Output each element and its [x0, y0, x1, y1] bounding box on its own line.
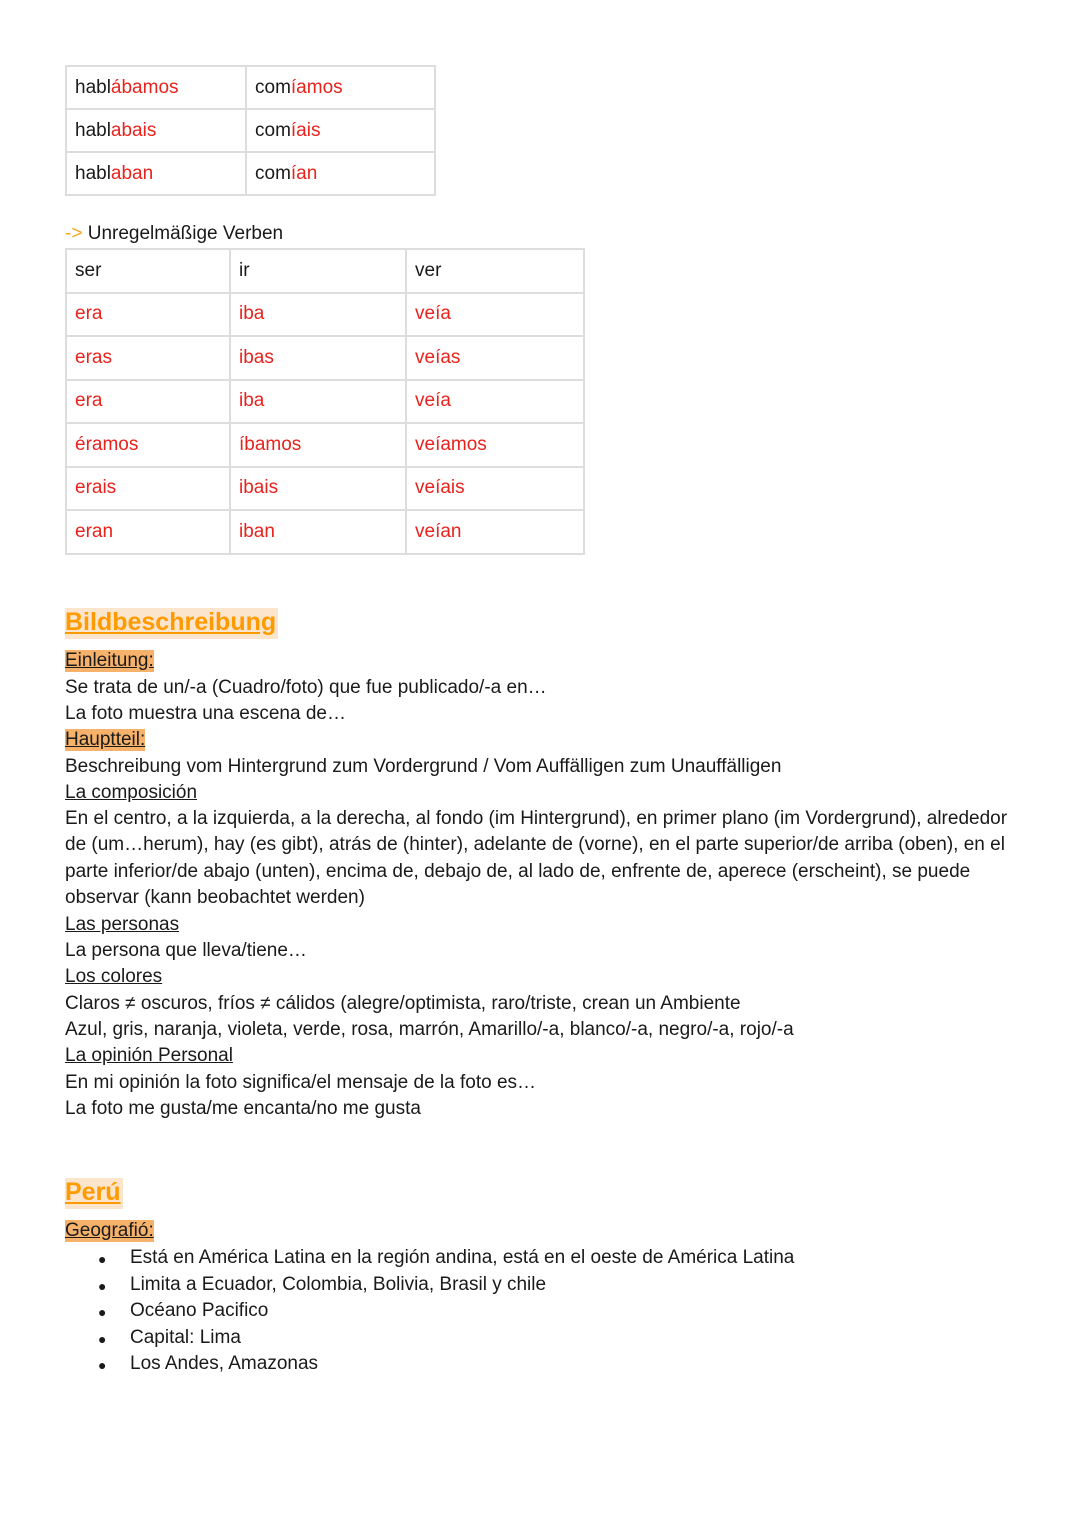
table-row: [66, 380, 584, 424]
table-cell: íbamos: [230, 423, 406, 467]
table-cell: iba: [230, 380, 406, 424]
table-cell: comíais: [246, 109, 435, 152]
table-cell: hablábamos: [66, 66, 246, 109]
table-cell: ibais: [230, 467, 406, 511]
table-cell: veía: [406, 380, 584, 424]
colores-heading: Los colores: [65, 966, 163, 987]
table-cell: veíamos: [406, 423, 584, 467]
geografia-heading: Geografió:: [65, 1220, 154, 1241]
table-cell: veías: [406, 336, 584, 380]
table-cell: comían: [246, 152, 435, 195]
list-item: ● Limita a Ecuador, Colombia, Bolivia, Brasil y chile: [130, 1272, 794, 1299]
table-cell: comíamos: [246, 66, 435, 109]
colores-line: Azul, gris, naranja, violeta, verde, rosa, marrón, Amarillo/-a, blanco/-a, negro/-a, rojo/-a: [65, 1019, 794, 1040]
list-item: ● Los Andes, Amazonas: [130, 1351, 794, 1378]
table-header-cell: ser: [66, 249, 230, 293]
bildbeschreibung-title: Bildbeschreibung: [65, 608, 278, 639]
table-row: [66, 336, 584, 380]
einleitung-line: Se trata de un/-a (Cuadro/foto) que fue publicado/-a en…: [65, 677, 547, 698]
table-row: [66, 66, 435, 109]
table-cell: eras: [66, 336, 230, 380]
table-cell: veían: [406, 510, 584, 554]
personas-text: La persona que lleva/tiene…: [65, 940, 307, 961]
table-cell: era: [66, 293, 230, 337]
table-cell: veía: [406, 293, 584, 337]
table-row: [66, 467, 584, 511]
table-header-cell: ir: [230, 249, 406, 293]
colores-line: Claros ≠ oscuros, fríos ≠ cálidos (alegre/optimista, raro/triste, crean un Ambiente: [65, 993, 741, 1014]
table-row: [66, 152, 435, 195]
list-item: ● Está en América Latina en la región andina, está en el oeste de América Latina: [130, 1245, 794, 1272]
composicion-heading: La composición: [65, 782, 198, 803]
table-row: [66, 293, 584, 337]
table-cell: veíais: [406, 467, 584, 511]
table-row: [66, 109, 435, 152]
table-row: [66, 423, 584, 467]
personas-heading: Las personas: [65, 914, 180, 935]
table-cell: hablaban: [66, 152, 246, 195]
regular-conjugation-table: [65, 65, 436, 196]
table-header-cell: ver: [406, 249, 584, 293]
irregular-verbs-label: -> Unregelmäßige Verben: [65, 223, 284, 244]
table-cell: eran: [66, 510, 230, 554]
opinion-heading: La opinión Personal: [65, 1045, 233, 1066]
list-item: ● Capital: Lima: [130, 1325, 794, 1352]
einleitung-heading: Einleitung:: [65, 650, 154, 671]
hauptteil-heading: Hauptteil:: [65, 729, 146, 750]
table-row: [66, 510, 584, 554]
table-cell: ibas: [230, 336, 406, 380]
table-cell: erais: [66, 467, 230, 511]
opinion-line: En mi opinión la foto significa/el mensaje de la foto es…: [65, 1072, 537, 1093]
list-item: ● Océano Pacifico: [130, 1298, 794, 1325]
composicion-text: En el centro, a la izquierda, a la derecha, al fondo (im Hintergrund), en primer plano (im Vordergrund), alrededor de (um…herum), hay (es gibt), atrás de (hinter), adelante de (vorne), en el parte superior/de arriba (oben), en el parte inferior/de abajo (unten), encima de, debajo de, al lado de, enfrente de, aperece (erscheint), se puede observar (kann beobachtet werden): [65, 808, 1008, 908]
table-header-row: [66, 249, 584, 293]
table-cell: éramos: [66, 423, 230, 467]
arrow-icon: ->: [65, 223, 83, 244]
table-cell: iban: [230, 510, 406, 554]
opinion-line: La foto me gusta/me encanta/no me gusta: [65, 1098, 421, 1119]
einleitung-line: La foto muestra una escena de…: [65, 703, 346, 724]
table-cell: era: [66, 380, 230, 424]
hauptteil-line: Beschreibung vom Hintergrund zum Vordergrund / Vom Auffälligen zum Unauffälligen: [65, 756, 782, 777]
irregular-verbs-table: [65, 248, 585, 555]
peru-bullet-list: [65, 1245, 794, 1378]
table-cell: hablabais: [66, 109, 246, 152]
table-cell: iba: [230, 293, 406, 337]
peru-title: Perú: [65, 1178, 123, 1209]
